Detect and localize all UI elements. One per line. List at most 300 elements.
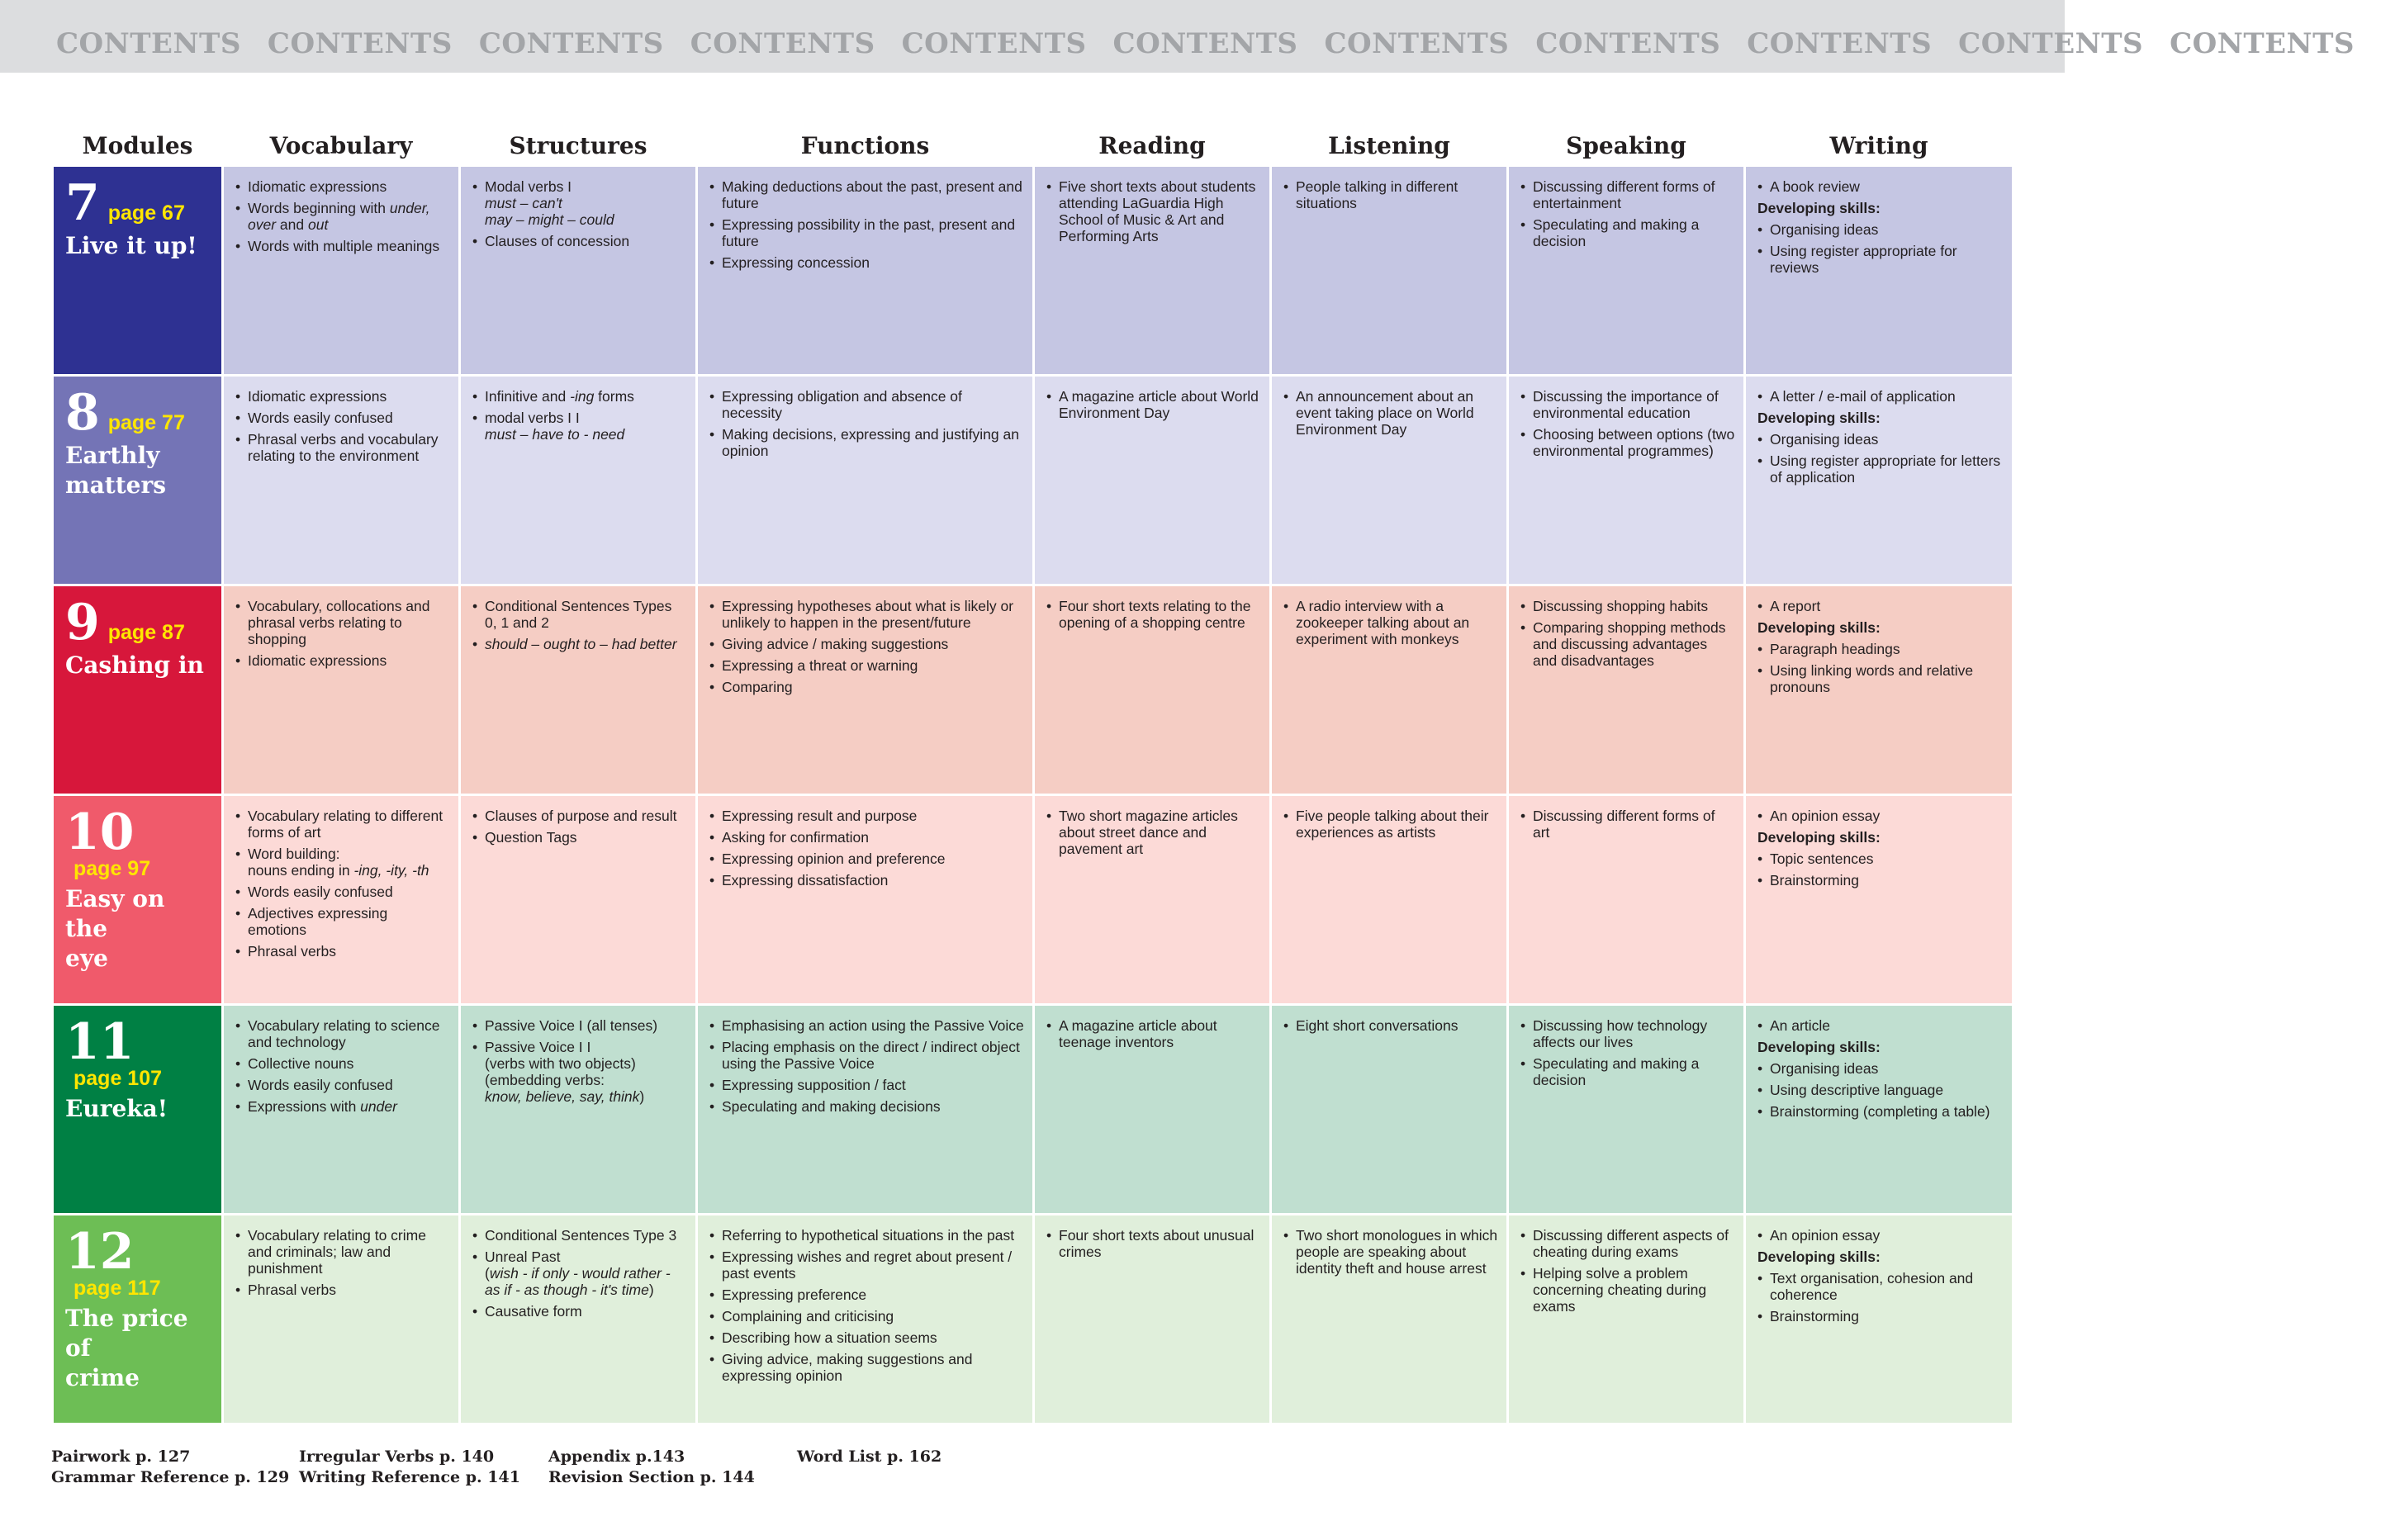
- col-header-listening: Listening: [1328, 132, 1450, 159]
- listening-list: [1283, 598, 1498, 647]
- list-item: [235, 943, 450, 960]
- list-item: [1757, 1103, 2004, 1120]
- item-text: Passive Voice I I: [485, 1039, 591, 1055]
- speaking-cell: [1509, 167, 1743, 374]
- module-page[interactable]: page 87: [107, 621, 185, 644]
- module-title-line: matters: [65, 471, 166, 499]
- vocabulary-cell: [224, 1006, 458, 1213]
- list-item: [709, 851, 1024, 867]
- list-item: [1757, 598, 2004, 614]
- reading-list: [1046, 388, 1261, 421]
- item-text: Phrasal verbs: [248, 1282, 336, 1298]
- item-text: Expressing preference: [722, 1286, 867, 1303]
- list-item: [1757, 641, 2004, 657]
- list-item: [235, 598, 450, 647]
- list-item: [472, 829, 687, 846]
- list-item: [1520, 619, 1735, 669]
- item-text: Question Tags: [485, 829, 577, 846]
- list-item: [1283, 598, 1498, 647]
- functions-cell: [698, 796, 1032, 1003]
- item-text: Expressing dissatisfaction: [722, 872, 889, 888]
- writing-list: [1757, 178, 2004, 276]
- speaking-list: [1520, 1227, 1735, 1315]
- structures-cell: [461, 1006, 695, 1213]
- item-text: A radio interview with a zookeeper talking about an experiment with monkeys: [1296, 598, 1470, 647]
- banner-words: [56, 27, 2381, 60]
- list-item: [1520, 1227, 1735, 1260]
- item-text: Causative form: [485, 1303, 582, 1320]
- module-title: [65, 1094, 213, 1124]
- item-text: Vocabulary, collocations and phrasal verbs relating to shopping: [248, 598, 430, 647]
- list-item: [1757, 662, 2004, 695]
- footer-link[interactable]: Grammar Reference p. 129: [51, 1468, 290, 1486]
- item-text: Making deductions about the past, present and future: [722, 178, 1022, 211]
- item-text: Clauses of concession: [485, 233, 630, 249]
- list-item: [1757, 1017, 2004, 1034]
- listening-cell: [1272, 377, 1506, 584]
- contents-table: [51, 116, 2014, 1425]
- structures-list: [472, 1227, 687, 1320]
- module-title-line: Easy on the: [65, 885, 165, 942]
- item-text: Two short monologues in which people are speaking about identity theft and house arrest: [1296, 1227, 1498, 1277]
- list-item: [1283, 388, 1498, 438]
- vocabulary-cell: [224, 377, 458, 584]
- item-italic: -ing, -ity, -th: [353, 862, 429, 879]
- item-text: Conditional Sentences Type 3: [485, 1227, 677, 1244]
- vocabulary-list: [235, 1227, 450, 1298]
- module-page[interactable]: page 117: [74, 1277, 161, 1300]
- list-item: [709, 679, 1024, 695]
- module-title-line: The price of: [65, 1305, 188, 1362]
- list-item: [235, 1282, 450, 1298]
- list-item: [1757, 1270, 2004, 1303]
- speaking-cell: [1509, 1215, 1743, 1423]
- list-item: [235, 905, 450, 938]
- footer-col-2: [299, 1447, 520, 1488]
- item-text: Vocabulary relating to crime and criminals; law and punishment: [248, 1227, 426, 1277]
- item-text: Expressing obligation and absence of necessity: [722, 388, 962, 421]
- item-text: Discussing different forms of entertainment: [1533, 178, 1715, 211]
- banner-word: CONTENTS: [901, 27, 1087, 60]
- module-page[interactable]: page 67: [107, 201, 185, 225]
- list-item: [709, 178, 1024, 211]
- list-item: [709, 636, 1024, 652]
- reading-cell: [1035, 586, 1269, 794]
- writing-cell: [1746, 377, 2012, 584]
- list-item: [1757, 221, 2004, 238]
- list-item: [235, 1077, 450, 1093]
- module-row: [54, 796, 2012, 1003]
- item-text: Using register appropriate for letters of application: [1770, 453, 2001, 486]
- listening-list: [1283, 808, 1498, 841]
- module-number: 8: [65, 384, 100, 442]
- functions-cell: [698, 1006, 1032, 1213]
- writing-list: [1757, 598, 2004, 695]
- banner-word: CONTENTS: [2170, 27, 2355, 60]
- item-text: Choosing between options (two environmental programmes): [1533, 426, 1735, 459]
- list-item: [1520, 178, 1735, 211]
- module-title-line: Eureka!: [65, 1095, 168, 1122]
- module-page[interactable]: page 77: [107, 411, 185, 434]
- item-italic: wish - if only - would rather - as if - as though - it's time: [485, 1265, 671, 1298]
- list-item: [709, 1351, 1024, 1384]
- writing-cell: [1746, 167, 2012, 374]
- functions-list: [709, 178, 1024, 271]
- banner-word: CONTENTS: [1112, 27, 1298, 60]
- item-text: (verbs with two objects): [485, 1055, 636, 1072]
- vocabulary-list: [235, 808, 450, 960]
- banner-word: CONTENTS: [1958, 27, 2144, 60]
- structures-list: [472, 1017, 687, 1105]
- item-text: People talking in different situations: [1296, 178, 1458, 211]
- item-text: Brainstorming: [1770, 872, 1859, 888]
- reading-cell: [1035, 167, 1269, 374]
- list-item: [235, 388, 450, 405]
- col-header-speaking: Speaking: [1566, 132, 1686, 159]
- list-item: [472, 178, 687, 228]
- item-text: Giving advice / making suggestions: [722, 636, 949, 652]
- item-text: Speculating and making a decision: [1533, 216, 1700, 249]
- col-header-modules: Modules: [82, 132, 193, 159]
- footer-link[interactable]: Appendix p.143: [548, 1448, 685, 1466]
- reading-list: [1046, 1017, 1261, 1050]
- footer-col-4: [797, 1447, 941, 1467]
- listening-cell: [1272, 1006, 1506, 1213]
- structures-list: [472, 598, 687, 652]
- col-header-reading: Reading: [1098, 132, 1206, 159]
- list-item: [1757, 808, 2004, 824]
- list-item: Developing skills:: [1757, 200, 1881, 216]
- item-text: Discussing the importance of environmental education: [1533, 388, 1719, 421]
- list-item: [1520, 216, 1735, 249]
- item-italic: -ing: [570, 388, 595, 405]
- item-text: Conditional Sentences Types 0, 1 and 2: [485, 598, 672, 631]
- item-italic: under,: [389, 200, 430, 216]
- item-text: Describing how a situation seems: [722, 1329, 937, 1346]
- item-text: Brainstorming: [1770, 1308, 1859, 1324]
- list-item: [1046, 598, 1261, 631]
- item-italic: know, believe, say, think: [485, 1088, 640, 1105]
- list-item: [1757, 851, 2004, 867]
- item-text: Organising ideas: [1770, 431, 1879, 448]
- speaking-cell: [1509, 586, 1743, 794]
- vocabulary-cell: [224, 1215, 458, 1423]
- list-item: [709, 1077, 1024, 1093]
- item-text: Four short texts relating to the opening of a shopping centre: [1059, 598, 1251, 631]
- vocabulary-list: [235, 598, 450, 669]
- functions-list: [709, 1017, 1024, 1115]
- item-text: ): [648, 1282, 654, 1298]
- module-title-line: Earthly: [65, 442, 160, 469]
- banner-word: CONTENTS: [1535, 27, 1721, 60]
- item-text: Idiomatic expressions: [248, 652, 387, 669]
- list-item: [235, 652, 450, 669]
- module-row: [54, 586, 2012, 794]
- structures-cell: [461, 586, 695, 794]
- item-text: A report: [1770, 598, 1821, 614]
- list-item: [1283, 1017, 1498, 1034]
- writing-cell: [1746, 1006, 2012, 1213]
- item-text: Two short magazine articles about street dance and pavement art: [1059, 808, 1238, 857]
- item-italic: out: [307, 216, 329, 233]
- list-item: [709, 388, 1024, 421]
- banner-word: CONTENTS: [267, 27, 453, 60]
- module-number: 9: [65, 594, 100, 652]
- item-italic: over: [248, 216, 277, 233]
- writing-list: [1757, 808, 2004, 888]
- footer-link[interactable]: Pairwork p. 127: [51, 1448, 191, 1466]
- item-text: Infinitive and: [485, 388, 571, 405]
- writing-cell: [1746, 1215, 2012, 1423]
- footer-link[interactable]: Word List p. 162: [797, 1448, 942, 1466]
- item-text: forms: [594, 388, 634, 405]
- functions-list: [709, 1227, 1024, 1384]
- list-item: [235, 1017, 450, 1050]
- vocabulary-list: [235, 388, 450, 464]
- item-text: and: [276, 216, 308, 233]
- speaking-list: [1520, 598, 1735, 669]
- item-text: Modal verbs I: [485, 178, 572, 195]
- list-item: [1046, 1017, 1261, 1050]
- list-item: Developing skills:: [1757, 410, 1881, 426]
- list-item: Developing skills:: [1757, 619, 1881, 636]
- list-item: Developing skills:: [1757, 1039, 1881, 1055]
- writing-cell: [1746, 796, 2012, 1003]
- item-text: Eight short conversations: [1296, 1017, 1458, 1034]
- item-text: Discussing different forms of art: [1533, 808, 1715, 841]
- module-title-line: crime: [65, 1364, 140, 1391]
- listening-cell: [1272, 167, 1506, 374]
- header-row: [54, 118, 2012, 164]
- list-item: [235, 431, 450, 464]
- vocabulary-cell: [224, 586, 458, 794]
- item-text: Expressing hypotheses about what is likely or unlikely to happen in the present/future: [722, 598, 1014, 631]
- list-item: [235, 410, 450, 426]
- item-text: A book review: [1770, 178, 1860, 195]
- vocabulary-cell: [224, 796, 458, 1003]
- list-item: [235, 238, 450, 254]
- list-item: [1757, 431, 2004, 448]
- footer-col-3: [548, 1447, 755, 1488]
- listening-list: [1283, 388, 1498, 438]
- writing-list: [1757, 1017, 2004, 1120]
- vocabulary-cell: [224, 167, 458, 374]
- module-cell: [54, 377, 221, 584]
- item-text: Asking for confirmation: [722, 829, 869, 846]
- list-item: Developing skills:: [1757, 1249, 1881, 1265]
- item-text: Using linking words and relative pronouns: [1770, 662, 1974, 695]
- listening-list: [1283, 1017, 1498, 1034]
- list-item: [709, 872, 1024, 888]
- module-number: 7: [65, 174, 100, 232]
- structures-list: [472, 808, 687, 846]
- module-cell: [54, 167, 221, 374]
- item-text: Topic sentences: [1770, 851, 1874, 867]
- list-item: Developing skills:: [1757, 829, 1881, 846]
- footer-link[interactable]: Writing Reference p. 141: [299, 1468, 520, 1486]
- item-text: Comparing: [722, 679, 793, 695]
- list-item: [235, 846, 450, 879]
- item-text: Discussing different aspects of cheating during exams: [1533, 1227, 1729, 1260]
- module-page[interactable]: page 97: [74, 857, 151, 880]
- item-text: Paragraph headings: [1770, 641, 1900, 657]
- item-text: Expressing possibility in the past, present and future: [722, 216, 1016, 249]
- list-item: [709, 1286, 1024, 1303]
- functions-list: [709, 388, 1024, 459]
- item-text: Speculating and making a decision: [1533, 1055, 1700, 1088]
- list-item: [709, 1098, 1024, 1115]
- module-cell: [54, 1006, 221, 1213]
- item-text: Collective nouns: [248, 1055, 354, 1072]
- item-text: Giving advice, making suggestions and expressing opinion: [722, 1351, 973, 1384]
- listening-list: [1283, 1227, 1498, 1277]
- list-item: [472, 598, 687, 631]
- item-text: Expressing concession: [722, 254, 870, 271]
- item-italic: may – might – could: [485, 211, 614, 228]
- item-text: An opinion essay: [1770, 808, 1881, 824]
- speaking-cell: [1509, 796, 1743, 1003]
- list-item: [472, 1039, 687, 1105]
- item-italic: should – ought to – had better: [485, 636, 677, 652]
- col-header-writing: Writing: [1829, 132, 1928, 159]
- item-text: Adjectives expressing emotions: [248, 905, 388, 938]
- list-item: [472, 233, 687, 249]
- writing-cell: [1746, 586, 2012, 794]
- list-item: [472, 388, 687, 405]
- list-item: [709, 829, 1024, 846]
- functions-cell: [698, 377, 1032, 584]
- list-item: [235, 1227, 450, 1277]
- col-header-functions: Functions: [800, 132, 930, 159]
- speaking-list: [1520, 388, 1735, 459]
- module-title-line: Live it up!: [65, 232, 197, 259]
- item-text: Five short texts about students attending LaGuardia High School of Music & Art and Performing Arts: [1059, 178, 1256, 244]
- item-text: Four short texts about unusual crimes: [1059, 1227, 1255, 1260]
- vocabulary-list: [235, 1017, 450, 1115]
- module-title: [65, 884, 213, 974]
- list-item: [235, 1055, 450, 1072]
- list-item: [1757, 1060, 2004, 1077]
- item-text: Helping solve a problem concerning cheating during exams: [1533, 1265, 1707, 1315]
- list-item: [1046, 388, 1261, 421]
- banner-word: CONTENTS: [1747, 27, 1933, 60]
- module-cell: [54, 1215, 221, 1423]
- functions-list: [709, 808, 1024, 888]
- structures-cell: [461, 167, 695, 374]
- list-item: [1520, 808, 1735, 841]
- item-text: nouns ending in: [248, 862, 354, 879]
- speaking-list: [1520, 1017, 1735, 1088]
- module-number: 10: [65, 803, 135, 861]
- list-item: [1283, 808, 1498, 841]
- item-text: Vocabulary relating to science and technology: [248, 1017, 440, 1050]
- module-cell: [54, 586, 221, 794]
- module-page[interactable]: page 107: [74, 1067, 163, 1090]
- module-title-line: Cashing in: [65, 652, 204, 679]
- item-text: ): [639, 1088, 645, 1105]
- speaking-list: [1520, 808, 1735, 841]
- list-item: [709, 1308, 1024, 1324]
- footer-col-1: [51, 1447, 289, 1488]
- list-item: [1757, 388, 2004, 405]
- list-item: [709, 1329, 1024, 1346]
- module-number: 12: [65, 1223, 135, 1281]
- list-item: [235, 200, 450, 233]
- item-text: Words easily confused: [248, 1077, 393, 1093]
- list-item: [1757, 178, 2004, 195]
- item-text: A magazine article about World Environment Day: [1059, 388, 1259, 421]
- reading-cell: [1035, 1006, 1269, 1213]
- col-header-vocabulary: Vocabulary: [269, 132, 413, 159]
- item-text: Idiomatic expressions: [248, 178, 387, 195]
- item-text: Words beginning with: [248, 200, 390, 216]
- list-item: [709, 254, 1024, 271]
- list-item: [709, 216, 1024, 249]
- item-text: Complaining and criticising: [722, 1308, 894, 1324]
- item-text: Discussing shopping habits: [1533, 598, 1709, 614]
- item-text: Placing emphasis on the direct / indirect object using the Passive Voice: [722, 1039, 1020, 1072]
- item-text: Organising ideas: [1770, 221, 1879, 238]
- list-item: [709, 1017, 1024, 1034]
- reading-list: [1046, 598, 1261, 631]
- item-text: Using descriptive language: [1770, 1082, 1944, 1098]
- col-header-structures: Structures: [509, 132, 647, 159]
- list-item: [1046, 1227, 1261, 1260]
- speaking-cell: [1509, 1006, 1743, 1213]
- module-number: 11: [65, 1013, 135, 1071]
- module-cell: [54, 796, 221, 1003]
- writing-list: [1757, 388, 2004, 486]
- list-item: [235, 1098, 450, 1115]
- item-text: Unreal Past: [485, 1249, 561, 1265]
- item-text: Brainstorming (completing a table): [1770, 1103, 1990, 1120]
- structures-list: [472, 178, 687, 249]
- item-text: Expressing supposition / fact: [722, 1077, 906, 1093]
- item-text: Using register appropriate for reviews: [1770, 243, 1957, 276]
- list-item: [472, 808, 687, 824]
- functions-list: [709, 598, 1024, 695]
- list-item: [472, 636, 687, 652]
- speaking-list: [1520, 178, 1735, 249]
- item-text: Clauses of purpose and result: [485, 808, 677, 824]
- structures-cell: [461, 796, 695, 1003]
- item-text: Emphasising an action using the Passive Voice: [722, 1017, 1024, 1034]
- banner-word: CONTENTS: [690, 27, 875, 60]
- list-item: [235, 178, 450, 195]
- item-italic: must – can't: [485, 195, 562, 211]
- footer-link[interactable]: Revision Section p. 144: [548, 1468, 755, 1486]
- functions-cell: [698, 1215, 1032, 1423]
- item-italic: under: [360, 1098, 397, 1115]
- footer-link[interactable]: Irregular Verbs p. 140: [299, 1448, 495, 1466]
- item-text: Words easily confused: [248, 884, 393, 900]
- item-text: Idiomatic expressions: [248, 388, 387, 405]
- banner-word: CONTENTS: [1324, 27, 1510, 60]
- module-row: [54, 377, 2012, 584]
- item-text: A letter / e-mail of application: [1770, 388, 1956, 405]
- item-text: Words easily confused: [248, 410, 393, 426]
- item-text: Five people talking about their experiences as artists: [1296, 808, 1489, 841]
- item-italic: must – have to - need: [485, 426, 625, 443]
- listening-cell: [1272, 796, 1506, 1003]
- item-text: Words with multiple meanings: [248, 238, 440, 254]
- item-text: Phrasal verbs: [248, 943, 336, 960]
- list-item: [1283, 178, 1498, 211]
- item-text: Referring to hypothetical situations in the past: [722, 1227, 1015, 1244]
- module-title: [65, 1304, 213, 1393]
- reading-list: [1046, 808, 1261, 857]
- item-text: Organising ideas: [1770, 1060, 1879, 1077]
